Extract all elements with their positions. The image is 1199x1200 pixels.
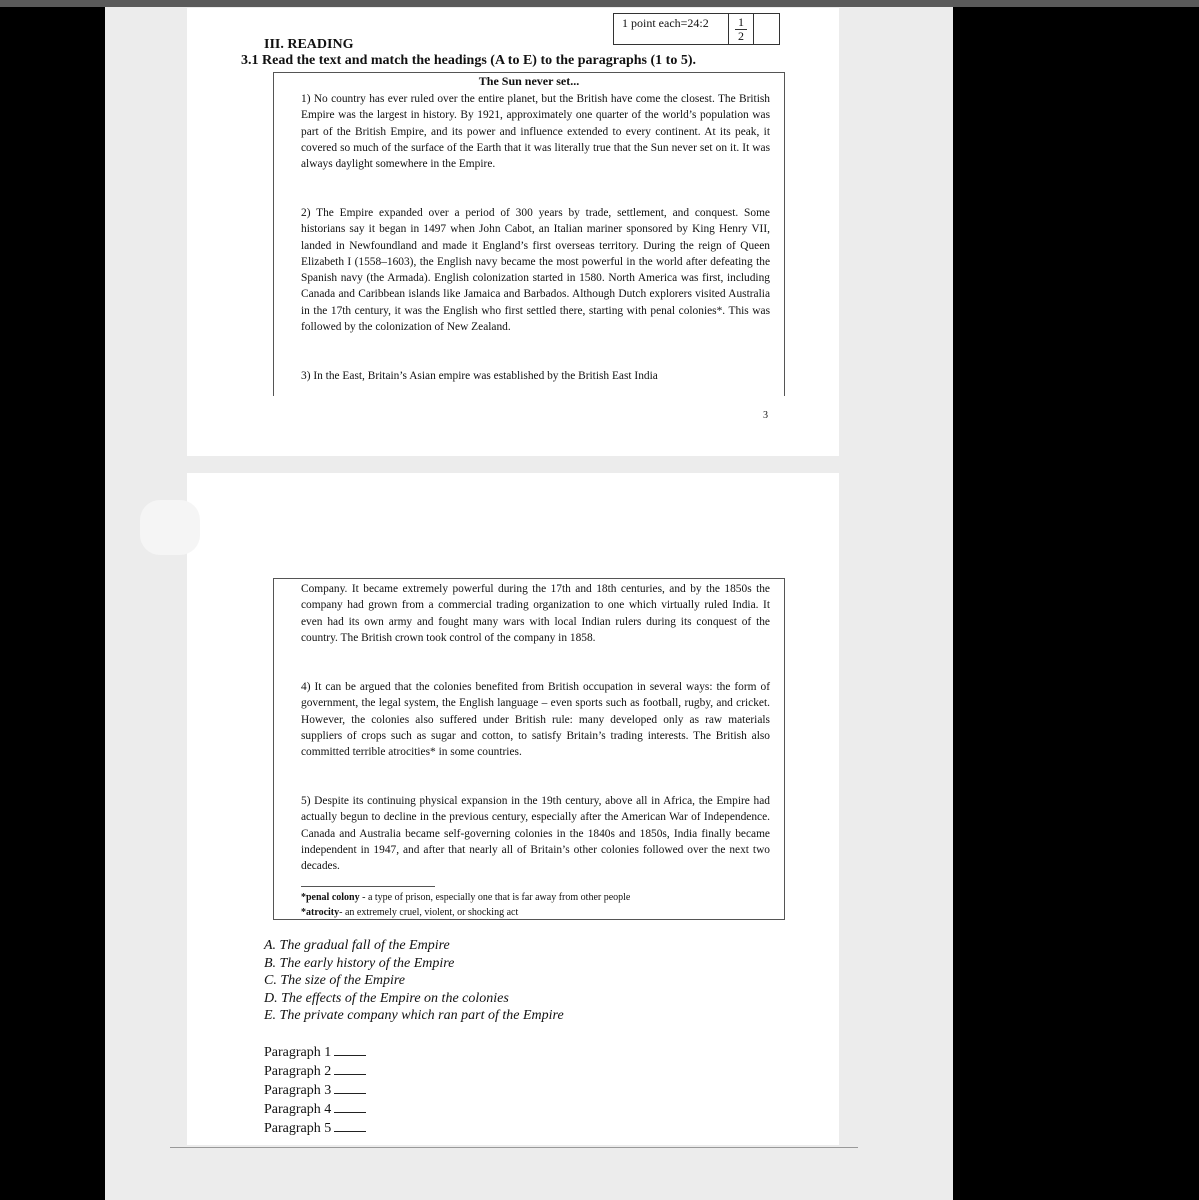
paragraph-4: 4) It can be argued that the colonies benefited from British occupation in several ways: the form of government, the legal system, the English language – even sports such as football, rugby, and cricket. However, the colonies also suffered under British rule: many developed only as raw materials suppliers of crops such as sugar and cotton, to satisfy Britain’s trading interests. The British also committed terrible atrocities* in some countries.	[301, 681, 770, 759]
score-fraction	[728, 14, 754, 44]
page-bottom-line	[170, 1147, 858, 1148]
answer-list	[264, 1043, 366, 1138]
answer-row: Paragraph 3	[264, 1081, 366, 1100]
answer-blank[interactable]	[334, 1081, 366, 1094]
paragraph-2: 2) The Empire expanded over a period of 300 years by trade, settlement, and conquest. Some historians say it began in 1497 when John Cabot, an Italian mariner sponsored by King Henry VII, landed in Newfoundland and made it England’s first overseas territory. During the reign of Queen Elizabeth I (1558–1603), the English navy became the most powerful in the world after defeating the Spanish navy (the Armada). English colonization started in 1580. North America was first, including Canada and Caribbean islands like Jamaica and Barbados. Although Dutch explorers visited Australia in the 17th century, it was the English who first settled there, starting with penal colonies*. This was followed by the colonization of New Zealand.	[301, 207, 770, 334]
answer-blank[interactable]	[334, 1119, 366, 1132]
answer-row: Paragraph 1	[264, 1043, 366, 1062]
answer-blank[interactable]	[334, 1043, 366, 1056]
footnote-penal-colony: *penal colony - a type of prison, especially one that is far away from other people	[301, 892, 631, 903]
answer-row: Paragraph 5	[264, 1119, 366, 1138]
paragraph-3-continued: Company. It became extremely powerful during the 17th and 18th centuries, and by the 1850s the company had grown from a commercial trading organization to one which virtually ruled India. It even had its own army and fought many wars with local Indian rulers during its conquest of the country. The British crown took control of the company in 1858.	[301, 583, 770, 644]
instruction: 3.1 Read the text and match the headings (A to E) to the paragraphs (1 to 5).	[241, 53, 696, 68]
score-box	[613, 13, 780, 45]
page-number: 3	[763, 410, 768, 421]
score-label: 1 point each=24:2	[622, 16, 709, 30]
reading-text-box-part1	[273, 72, 785, 396]
score-numerator: 1	[738, 15, 744, 29]
paragraph-5: 5) Despite its continuing physical expansion in the 19th century, above all in Africa, the Empire had actually begun to decline in the previous century, especially after the American War of Independence. Canada and Australia became self-governing colonies in the 1840s and 1850s, India finally became independent in 1947, and after that nearly all of Britain’s other colonies followed over the next two decades.	[301, 795, 770, 873]
heading-d: D. The effects of the Empire on the colonies	[264, 990, 509, 1006]
answer-blank[interactable]	[334, 1100, 366, 1113]
score-denominator: 2	[738, 29, 744, 43]
footnote-atrocity: *atrocity- an extremely cruel, violent, or shocking act	[301, 907, 519, 918]
answer-row: Paragraph 2	[264, 1062, 366, 1081]
paragraph-1: 1) No country has ever ruled over the entire planet, but the British have come the closest. The British Empire was the largest in history. By 1921, approximately one quarter of the world’s population was part of the British Empire, and its power and influence extended to every continent. At its peak, it covered so much of the surface of the Earth that it was literally true that the Sun never set on it. It was always daylight somewhere in the Empire.	[301, 93, 770, 171]
reading-text-box-part2	[273, 578, 785, 920]
heading-a: A. The gradual fall of the Empire	[264, 938, 450, 953]
heading-b: B. The early history of the Empire	[264, 955, 455, 971]
answer-row: Paragraph 4	[264, 1100, 366, 1119]
answer-blank[interactable]	[334, 1062, 366, 1075]
heading-e: E. The private company which ran part of the Empire	[264, 1008, 564, 1023]
heading-c: C. The size of the Empire	[264, 973, 406, 988]
section-title: III. READING	[264, 37, 354, 52]
headings-list	[264, 937, 564, 1025]
paragraph-3-start: 3) In the East, Britain’s Asian empire was established by the British East India	[301, 370, 658, 382]
footnote-divider	[301, 886, 435, 887]
window-top-bar	[0, 0, 1199, 7]
text-title: The Sun never set...	[478, 74, 580, 88]
scan-artifact	[140, 500, 200, 555]
